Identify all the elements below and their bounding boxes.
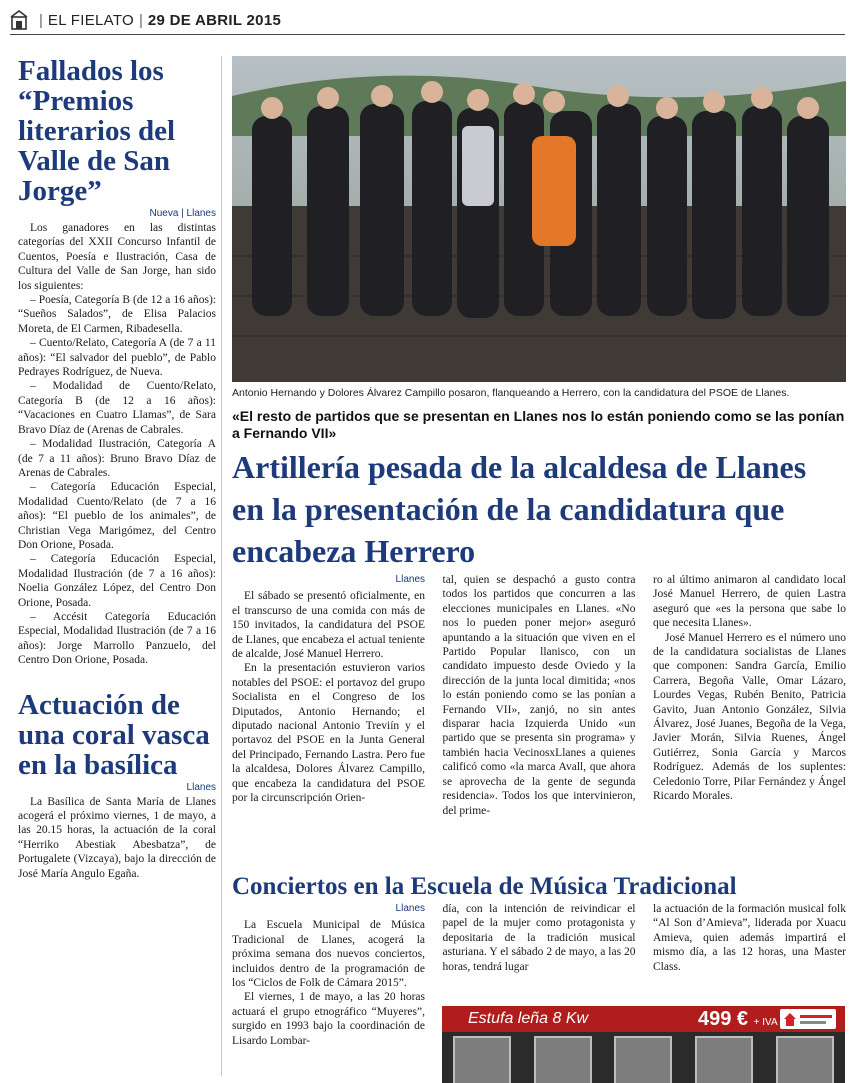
publication-name: EL FIELATO <box>47 11 134 29</box>
stove-image <box>614 1036 672 1083</box>
main-article-body <box>232 573 846 818</box>
coral-credit: Llanes <box>186 781 216 793</box>
column-divider <box>221 56 222 1076</box>
photo-caption: Antonio Hernando y Dolores Álvarez Campillo posaron, flanqueando a Herrero, con la candidatura del PSOE de Llanes. <box>232 387 790 399</box>
masthead <box>10 6 845 35</box>
group-photo <box>232 56 846 382</box>
conciertos-paragraph: la actuación de la formación musical folk “Al Son d’Amieva”, liderada por Xuacu Amieva, quien además impartirá el mismo día, a las 12 horas, una Master Class. <box>653 903 846 973</box>
main-paragraph: José Manuel Herrero es el número uno de la candidatura socialistas de Llanes que componen: Sandra García, Emilio Carrera, Begoña Valle, Omar Lázaro, Lourdes Vegas, Rubén Benito, Patricia Gavito, Juan Antonio González, Silvia Álvarez, José Juanes, Begoña de la Vega, Javier Morán, Silvia Ruenes, Ángel Gutiérrez, Sonia García y Marcos Rodríguez. Además de los suplentes: Celedonio Torre, Pilar Fernández y Ángel Ricardo Morales. <box>653 631 846 803</box>
left-column <box>18 56 216 881</box>
ad-price <box>698 1008 778 1031</box>
stove-image <box>453 1036 511 1083</box>
stove-image <box>695 1036 753 1083</box>
conciertos-paragraph: La Escuela Municipal de Música Tradicional de Llanes, acogerá la próxima semana dos nuevos conciertos, incluidos dentro de la programación de los “Ciclos de Folk de Cámara 2015”. <box>232 919 425 990</box>
conciertos-paragraph: día, con la intención de reivindicar el papel de la mujer como protagonista y depositaria de la tradición musical asturiana. Y el sábado 2 de mayo, a las 20 horas, tendrá lugar <box>442 903 636 973</box>
coral-body <box>18 795 216 881</box>
stove-image <box>534 1036 592 1083</box>
masthead-separator: | <box>139 11 143 29</box>
conciertos-column-1 <box>232 902 425 1048</box>
main-paragraph: ro al último animaron al candidato local José Manuel Herrero, de quien Lastra aseguró que «es la persona que sabe lo que necesita Llanes». <box>653 574 846 630</box>
premios-paragraph: – Categoría Educación Especial, Modalidad Ilustración (de 7 a 16 años): Noelia González López, del Centro Don Orione, Posada. <box>18 553 216 609</box>
building-logo-icon <box>10 10 28 30</box>
ad-product-label: Estufa leña 8 Kw <box>468 1010 589 1027</box>
main-paragraph: El sábado se presentó oficialmente, en el transcurso de una comida con más de 150 invitados, la candidatura del PSOE de Llanes, que encabeza el actual teniente de alcalde, José Manuel Herrero. <box>232 590 425 661</box>
main-column-1 <box>232 573 425 818</box>
masthead-separator: | <box>39 11 43 29</box>
coral-headline: Actuación de una coral vasca en la basílica <box>18 688 210 781</box>
ad-price-value: 499 € <box>698 1008 749 1030</box>
premios-paragraph: – Categoría Educación Especial, Modalidad Cuento/Relato (de 7 a 16 años): “El pueblo de los animales”, de Christian Vega Marigómez, del Centro Don Orione, Posada. <box>18 481 216 551</box>
premios-credit: Nueva | Llanes <box>149 208 216 219</box>
stove-image <box>776 1036 834 1083</box>
premios-paragraph: – Poesía, Categoría B (de 12 a 16 años): “Sueños Salados”, de Elisa Palacios Moreta, de El Carmen, Ribadesella. <box>18 294 216 335</box>
premios-paragraph: – Accésit Categoría Educación Especial, Modalidad Ilustración (de 7 a 16 años): Jorge Marrollo Panzuelo, del Centro Don Orione, Posada. <box>18 610 216 667</box>
main-column-2 <box>443 573 636 818</box>
premios-body <box>18 221 216 668</box>
conciertos-paragraph: El viernes, 1 de mayo, a las 20 horas actuará el grupo etnográfico “Muyeres”, surgido en 1993 bajo la coordinación de Lisardo Lombar- <box>232 991 425 1047</box>
main-credit: Llanes <box>395 574 425 585</box>
premios-paragraph: – Modalidad Ilustración, Categoría A (de 7 a 11 años): Bruno Bravo Díaz de Arenas de Cabrales. <box>18 438 216 479</box>
conciertos-headline: Conciertos en la Escuela de Música Tradicional <box>232 873 737 900</box>
coral-paragraph: La Basílica de Santa María de Llanes acogerá el próximo viernes, 1 de mayo, a las 20.15 horas, la actuación de la coral “Herriko Abestiak Abesbatza”, de Portugalete (Vizcaya), bajo la dirección de José María Angulo Egaña. <box>18 795 216 880</box>
main-headline: Artillería pesada de la alcaldesa de Llanes en la presentación de la candidatura que encabeza Herrero <box>232 449 807 569</box>
premios-paragraph: – Modalidad de Cuento/Relato, Categoría B (de 12 a 16 años): “Vacaciones en Cuatro Llamas”, de Sara Bravo Díaz de (Arenas de Cabrales. <box>18 380 216 436</box>
stove-advertisement[interactable] <box>442 1006 845 1083</box>
advertiser-logo-icon <box>780 1009 836 1029</box>
stove-images <box>442 1036 845 1083</box>
premios-headline: Fallados los “Premios literarios del Valle de San Jorge” <box>18 55 176 207</box>
main-paragraph: tal, quien se despachó a gusto contra todos los partidos que concurren a las elecciones municipales en Llanes. «No nos lo pueden poner mejor» aseguró apuntando a la situación que viven en el Partido Popular llanisco, con un candidato impuesto desde Oviedo y la dirección de la junta local dimitida; «nos lo están poniendo como se las ponían a Fernando VII», zanjó, no sin antes disparar hacia Izquierda Unido «un partido que se presenta sin programa» y también hacia VecinosxLlanes a quienes calificó como «la marca Avall, que ahora se aprovecha de la gente de segunda residencia». Todos los que intervinieron, del prime- <box>442 574 636 817</box>
ad-tax-note: + IVA <box>753 1017 778 1028</box>
premios-paragraph: – Cuento/Relato, Categoría A (de 7 a 11 años): “El salvador del pueblo”, de Pablo Pedrayes Rodríguez, de Nueva. <box>18 337 216 379</box>
main-paragraph: En la presentación estuvieron varios notables del PSOE: el portavoz del grupo Socialista en el Congreso de los Diputados, Antonio Hernando; el diputado nacional Antonio Treviín y el portavoz del PSOE en la Junta General del Principado, Fernando Lastra. Pero fue la alcaldesa, Dolores Álvarez Campillo, que encabeza la candidatura del PSOE por la circunscripción Orien- <box>232 662 425 805</box>
pull-quote: «El resto de partidos que se presentan en Llanes nos lo están poniendo como se las ponían a Fernando VII» <box>232 408 845 441</box>
conciertos-credit: Llanes <box>395 903 425 914</box>
premios-paragraph: Los ganadores en las distintas categorías del XXII Concurso Infantil de Cuentos, Poesía e Ilustración, Casa de Cultura del Valle de San Jorge, han sido los siguientes: <box>18 222 216 292</box>
main-column-3 <box>653 573 846 818</box>
issue-date: 29 DE ABRIL 2015 <box>147 11 282 29</box>
